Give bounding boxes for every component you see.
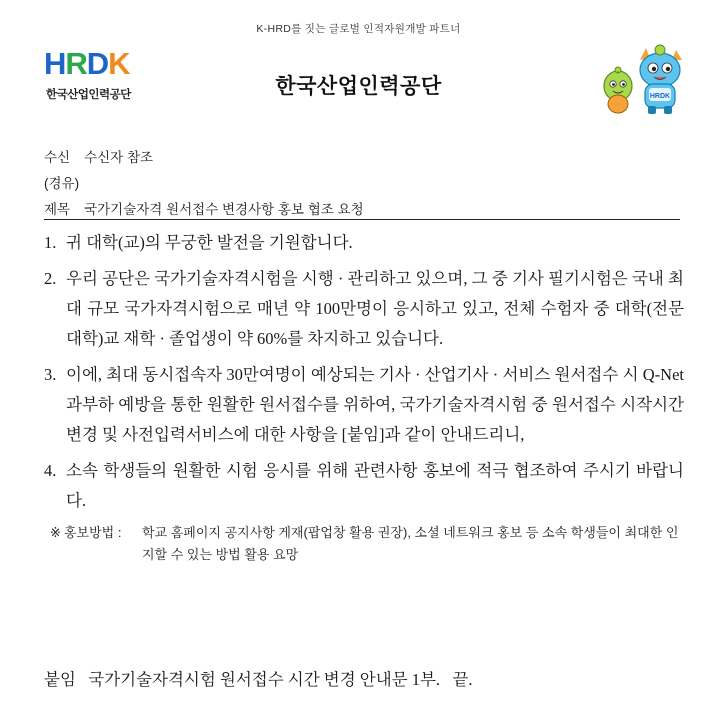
subject-row: [44, 198, 364, 218]
green-mascot: [604, 67, 632, 113]
logo-subtitle: 한국산업인력공단: [46, 89, 131, 101]
item-number: 2.: [44, 269, 57, 288]
item-text: 우리 공단은 국가기술자격시험을 시행 · 관리하고 있으며, 그 중 기사 필기시험은 국내 최대 규모 국가자격시험으로 매년 약 100만명이 응시하고 있고, 전체 수험자 중 대학(전문대학)교 재학 · 졸업생이 약 60%를 차지하고 있습니다.: [66, 269, 684, 348]
mascot-badge-text: HRDK: [649, 93, 671, 100]
note-heading: 홍보방법 :: [64, 525, 122, 540]
body-item-2: [44, 264, 684, 354]
item-number: 1.: [44, 233, 57, 252]
attachment-line: [44, 666, 473, 690]
promotion-note: [44, 522, 684, 566]
mascot-illustration: [598, 40, 688, 116]
body-item-1: [44, 228, 684, 258]
via-row: (경유): [44, 176, 80, 191]
end-mark: 끝.: [452, 670, 473, 689]
item-text: 소속 학생들의 원활한 시험 응시를 위해 관련사항 홍보에 적극 협조하여 주시기 바랍니다.: [66, 461, 684, 510]
organization-title: 한국산업인력공단: [275, 75, 442, 98]
item-text: 이에, 최대 동시접속자 30만여명이 예상되는 기사 · 산업기사 · 서비스 원서접수 시 Q-Net 과부하 예방을 통한 원활한 원서접수를 위하여, 국가기술자격시험 중 원서접수 시작시간 변경 및 사전입력서비스에 대한 사항을 [붙임]과 같이 안내드리니,: [66, 365, 684, 444]
attachment-text: 국가기술자격시험 원서접수 시간 변경 안내문 1부.: [88, 670, 441, 689]
recipient-label: 수신: [44, 150, 71, 165]
recipient-row: [44, 146, 153, 166]
body-item-3: [44, 360, 684, 450]
subject-value: 국가기술자격 원서접수 변경사항 홍보 협조 요청: [84, 202, 364, 217]
reference-mark: ※: [50, 525, 61, 540]
attachment-label: 붙임: [44, 670, 76, 689]
header-divider: [44, 219, 680, 220]
item-text: 귀 대학(교)의 무궁한 발전을 기원합니다.: [66, 233, 353, 252]
item-number: 3.: [44, 365, 57, 384]
note-text: 학교 홈페이지 공지사항 게재(팝업창 활용 권장), 소셜 네트워크 홍보 등 소속 학생들이 최대한 인지할 수 있는 방법 활용 요망: [142, 525, 679, 562]
body-item-4: [44, 456, 684, 516]
item-number: 4.: [44, 461, 57, 480]
blue-mascot: [640, 45, 682, 114]
letter-body: [44, 228, 684, 566]
logo-wordmark: HRDK: [44, 46, 130, 81]
recipient-value: 수신자 참조: [84, 150, 154, 165]
header-slogan: K-HRD를 짓는 글로벌 인적자원개발 파트너: [256, 23, 461, 35]
subject-label: 제목: [44, 202, 71, 217]
